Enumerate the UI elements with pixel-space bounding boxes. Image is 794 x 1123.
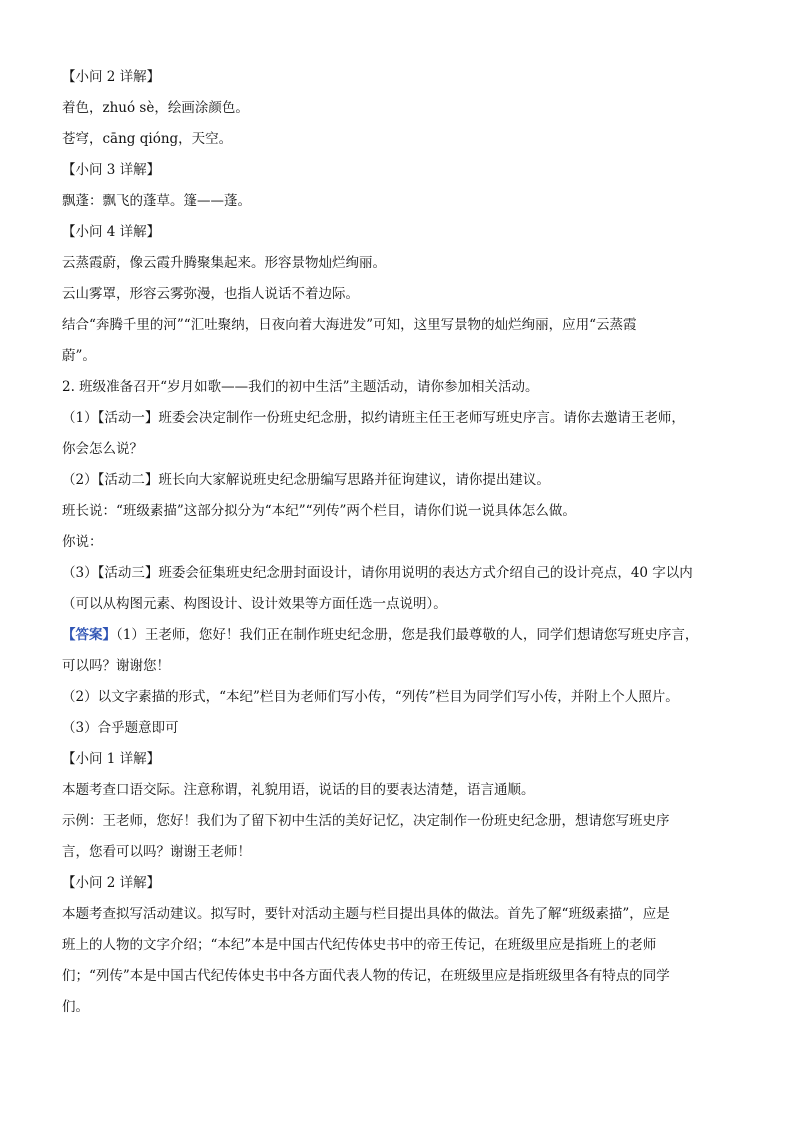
answer-text: （1）王老师，您好！我们正在制作班史纪念册，您是我们最尊敬的人，同学们想请您写班史序言， (116, 627, 699, 643)
text-line: 可以吗？谢谢您！ (62, 658, 170, 674)
text-line: 们。 (62, 999, 89, 1015)
explanation-block (62, 651, 734, 1023)
text-line: 言，您看可以吗？谢谢王老师！ (62, 844, 251, 860)
text-line: 你会怎么说？ (62, 441, 143, 457)
answer-line (62, 620, 734, 651)
text-line: 飘蓬：飘飞的蓬草。篷——蓬。 (62, 193, 251, 209)
text-line: 班长说：“班级素描”这部分拟分为“本纪”“列传”两个栏目，请你们说一说具体怎么做。 (62, 503, 576, 519)
text-line: （3）合乎题意即可 (62, 720, 179, 736)
text-line: （2）【活动二】班长向大家解说班史纪念册编写思路并征询建议，请你提出建议。 (62, 472, 550, 488)
text-line: 们；“列传”本是中国古代纪传体史书中各方面代表人物的传记，在班级里应是指班级里各有特点的同学 (62, 968, 670, 984)
text-line: （1）【活动一】班委会决定制作一份班史纪念册，拟约请班主任王老师写班史序言。请你去邀请王老师， (62, 410, 685, 426)
text-line: 苍穹，cāng qióng，天空。 (62, 131, 233, 147)
text-line: 【小问 3 详解】 (62, 162, 161, 178)
text-line: 云山雾罩，形容云雾弥漫，也指人说话不着边际。 (62, 286, 359, 302)
question-block (62, 62, 734, 620)
text-line: 本题考查拟写活动建议。拟写时，要针对活动主题与栏目提出具体的做法。首先了解“班级素描”，应是 (62, 906, 670, 922)
text-line: 示例：王老师，您好！我们为了留下初中生活的美好记忆，决定制作一份班史纪念册，想请您写班史序 (62, 813, 670, 829)
text-line: 班上的人物的文字介绍；“本纪”本是中国古代纪传体史书中的帝王传记，在班级里应是指班上的老师 (62, 937, 657, 953)
text-line: 【小问 2 详解】 (62, 875, 161, 891)
text-line: 【小问 2 详解】 (62, 69, 161, 85)
text-line: （可以从构图元素、构图设计、设计效果等方面任选一点说明）。 (62, 596, 447, 612)
text-line: 云蒸霞蔚，像云霞升腾聚集起来。形容景物灿烂绚丽。 (62, 255, 386, 271)
text-line: 【小问 1 详解】 (62, 751, 161, 767)
text-line: 结合“奔腾千里的河”“汇吐聚纳，日夜向着大海进发”可知，这里写景物的灿烂绚丽，应用“云蒸霞 (62, 317, 637, 333)
text-line: 着色，zhuó sè，绘画涂颜色。 (62, 100, 249, 116)
text-line: 【小问 4 详解】 (62, 224, 161, 240)
text-line: （3）【活动三】班委会征集班史纪念册封面设计，请你用说明的表达方式介绍自己的设计亮点，40 字以内 (62, 565, 693, 581)
text-line: （2）以文字素描的形式，“本纪”栏目为老师们写小传，“列传”栏目为同学们写小传，并附上个人照片。 (62, 689, 679, 705)
text-line: 本题考查口语交际。注意称谓，礼貌用语，说话的目的要表达清楚，语言通顺。 (62, 782, 535, 798)
text-line: 2. 班级准备召开“岁月如歌——我们的初中生活”主题活动，请你参加相关活动。 (62, 379, 539, 395)
answer-tag: 【答案】 (62, 627, 116, 643)
text-line: 蔚”。 (62, 348, 96, 364)
document-page (62, 62, 734, 1023)
text-line: 你说： (62, 534, 103, 550)
